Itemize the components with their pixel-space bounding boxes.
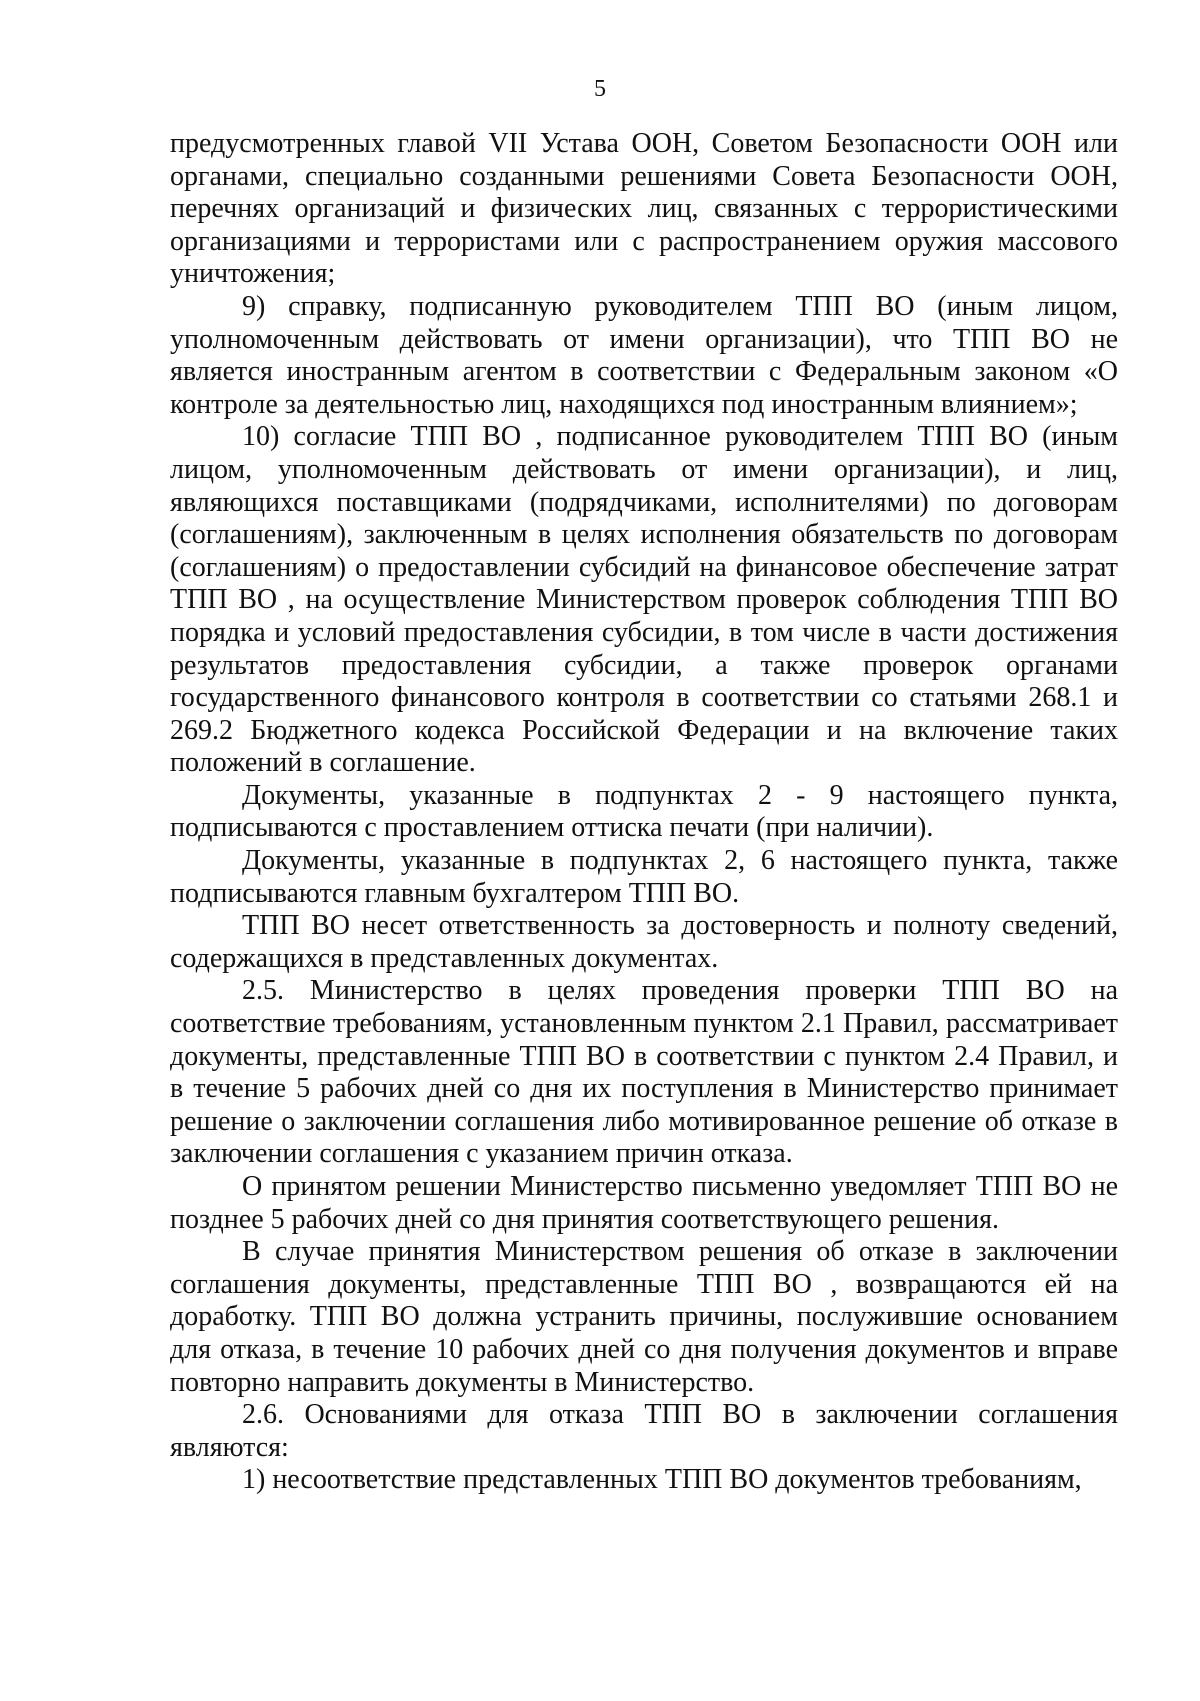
paragraph: О принятом решении Министерство письменно уведомляет ТПП ВО не позднее 5 рабочих дней со дня принятия соответствующего решения. <box>170 1171 1118 1235</box>
paragraph: ТПП ВО несет ответственность за достоверность и полноту сведений, содержащихся в представленных документах. <box>170 910 1118 974</box>
paragraph: 1) несоответствие представленных ТПП ВО документов требованиям, <box>242 1464 1082 1496</box>
paragraph: 10) согласие ТПП ВО , подписанное руководителем ТПП ВО (иным лицом, уполномоченным действовать от имени организации), и лиц, являющихся поставщиками (подрядчиками, исполнителями) по договорам (соглашениям), заключенным в целях исполнения обязательств по договорам (соглашениям) о предоставлении субсидий на финансовое обеспечение затрат ТПП ВО , на осуществление Министерством проверок соблюдения ТПП ВО порядка и условий предоставления субсидии, в том числе в части достижения результатов предоставления субсидии, а также проверок органами государственного финансового контроля в соответствии со статьями 268.1 и 269.2 Бюджетного кодекса Российской Федерации и на включение таких положений в соглашение. <box>170 421 1118 779</box>
paragraph: Документы, указанные в подпунктах 2, 6 настоящего пункта, также подписываются главным бухгалтером ТПП ВО. <box>170 845 1118 909</box>
paragraph: 2.6. Основаниями для отказа ТПП ВО в заключении соглашения являются: <box>170 1399 1118 1463</box>
paragraph: 2.5. Министерство в целях проведения проверки ТПП ВО на соответствие требованиям, установленным пунктом 2.1 Правил, рассматривает документы, представленные ТПП ВО в соответствии с пунктом 2.4 Правил, и в течение 5 рабочих дней со дня их поступления в Министерство принимает решение о заключении соглашения либо мотивированное решение об отказе в заключении соглашения с указанием причин отказа. <box>170 975 1118 1170</box>
paragraph: В случае принятия Министерством решения об отказе в заключении соглашения документы, представленные ТПП ВО , возвращаются ей на доработку. ТПП ВО должна устранить причины, послужившие основанием для отказа, в течение 10 рабочих дней со дня получения документов и вправе повторно направить документы в Министерство. <box>170 1236 1118 1398</box>
page-number: 5 <box>594 76 606 102</box>
document-body <box>170 128 1118 1497</box>
paragraph: Документы, указанные в подпунктах 2 - 9 настоящего пункта, подписываются с проставлением оттиска печати (при наличии). <box>170 779 1118 844</box>
paragraph: 9) справку, подписанную руководителем ТПП ВО (иным лицом, уполномоченным действовать от имени организации), что ТПП ВО не является иностранным агентом в соответствии с Федеральным законом «О контроле за деятельностью лиц, находящихся под иностранным влиянием»; <box>170 290 1118 420</box>
paragraph: предусмотренных главой VII Устава ООН, Советом Безопасности ООН или органами, специально созданными решениями Совета Безопасности ООН, перечнях организаций и физических лиц, связанных с террористическими организациями и террористами или с распространением оружия массового уничтожения; <box>170 128 1118 290</box>
